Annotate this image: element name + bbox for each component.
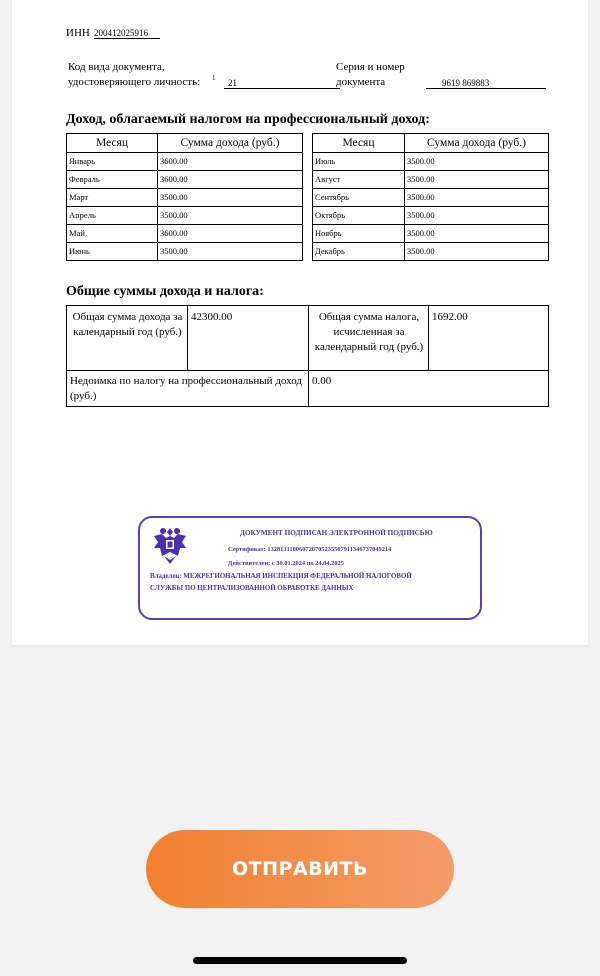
month-cell: Август	[313, 171, 405, 189]
table-row	[313, 243, 549, 261]
amount-cell: 3500.00	[405, 207, 549, 225]
month-cell: Ноябрь	[313, 225, 405, 243]
amount-cell: 3600.00	[158, 153, 303, 171]
col-amount-header: Сумма дохода (руб.)	[158, 134, 303, 153]
send-button[interactable]: ОТПРАВИТЬ	[146, 830, 454, 908]
table-row	[67, 189, 303, 207]
series-label-1: Серия и номер	[336, 61, 405, 73]
income-heading: Доход, облагаемый налогом на профессиональный доход:	[66, 112, 430, 127]
col-amount-header: Сумма дохода (руб.)	[405, 134, 549, 153]
table-row	[313, 171, 549, 189]
amount-cell: 3500.00	[405, 171, 549, 189]
table-row	[67, 243, 303, 261]
total-income-label: Общая сумма дохода за календарный год (руб.)	[67, 306, 188, 371]
month-cell: Февраль	[67, 171, 158, 189]
series-value: 9619 869883	[426, 78, 546, 89]
amount-cell: 3600.00	[158, 225, 303, 243]
stamp-title: ДОКУМЕНТ ПОДПИСАН ЭЛЕКТРОННОЙ ПОДПИСЬЮ	[240, 529, 433, 537]
signature-stamp	[138, 516, 482, 620]
home-indicator[interactable]	[193, 957, 407, 964]
col-month-header: Месяц	[67, 134, 158, 153]
table-row	[67, 153, 303, 171]
amount-cell: 3500.00	[405, 243, 549, 261]
doc-type-label-1: Код вида документа,	[68, 61, 165, 73]
total-tax-label: Общая сумма налога, исчисленная за календарный год (руб.)	[309, 306, 429, 371]
month-cell: Апрель	[67, 207, 158, 225]
doc-type-label-2: удостоверяющего личность:	[68, 76, 201, 88]
stamp-certificate: Сертификат: 13281311806072070523550791134673704921⁠⁠4	[228, 546, 392, 553]
amount-cell: 3600.00	[158, 171, 303, 189]
amount-cell: 3500.00	[405, 225, 549, 243]
coat-of-arms-icon	[146, 522, 194, 568]
tax-document	[12, 0, 588, 645]
doc-type-footnote: 1	[212, 74, 216, 82]
amount-cell: 3500.00	[158, 243, 303, 261]
col-month-header: Месяц	[313, 134, 405, 153]
inn-value: 200412025916	[94, 28, 160, 39]
month-cell: Сентябрь	[313, 189, 405, 207]
total-tax-value: 1692.00	[429, 306, 549, 371]
month-cell: Май	[67, 225, 158, 243]
table-row	[313, 189, 549, 207]
table-row	[67, 207, 303, 225]
amount-cell: 3500.00	[405, 153, 549, 171]
stamp-validity: Действителен: с 30.01.2024 по 24.04.2025	[228, 560, 344, 567]
month-cell: Март	[67, 189, 158, 207]
table-row	[67, 225, 303, 243]
month-cell: Июнь	[67, 243, 158, 261]
arrears-label: Недоимка по налогу на профессиональный доход (руб.)	[67, 371, 309, 407]
table-row	[67, 171, 303, 189]
month-cell: Январь	[67, 153, 158, 171]
amount-cell: 3500.00	[405, 189, 549, 207]
amount-cell: 3500.00	[158, 207, 303, 225]
stamp-owner-line1: Владелец: МЕЖРЕГИОНАЛЬНАЯ ИНСПЕКЦИЯ ФЕДЕРАЛЬНОЙ НАЛОГОВОЙ	[150, 573, 412, 580]
table-row	[313, 225, 549, 243]
amount-cell: 3500.00	[158, 189, 303, 207]
arrears-value: 0.00	[309, 371, 549, 407]
table-row	[313, 153, 549, 171]
month-cell: Декабрь	[313, 243, 405, 261]
doc-type-value: 21	[224, 78, 340, 89]
totals-heading: Общие суммы дохода и налога:	[66, 284, 264, 299]
total-income-value: 42300.00	[188, 306, 309, 371]
income-table-right	[312, 133, 549, 261]
stamp-owner-line2: СЛУЖБЫ ПО ЦЕНТРАЛИЗОВАННОЙ ОБРАБОТКЕ ДАННЫХ	[150, 585, 354, 592]
month-cell: Октябрь	[313, 207, 405, 225]
month-cell: Июль	[313, 153, 405, 171]
totals-table	[66, 305, 549, 407]
series-label-2: документа	[336, 76, 386, 88]
table-row	[313, 207, 549, 225]
income-table-left	[66, 133, 303, 261]
inn-label: ИНН	[66, 27, 90, 39]
